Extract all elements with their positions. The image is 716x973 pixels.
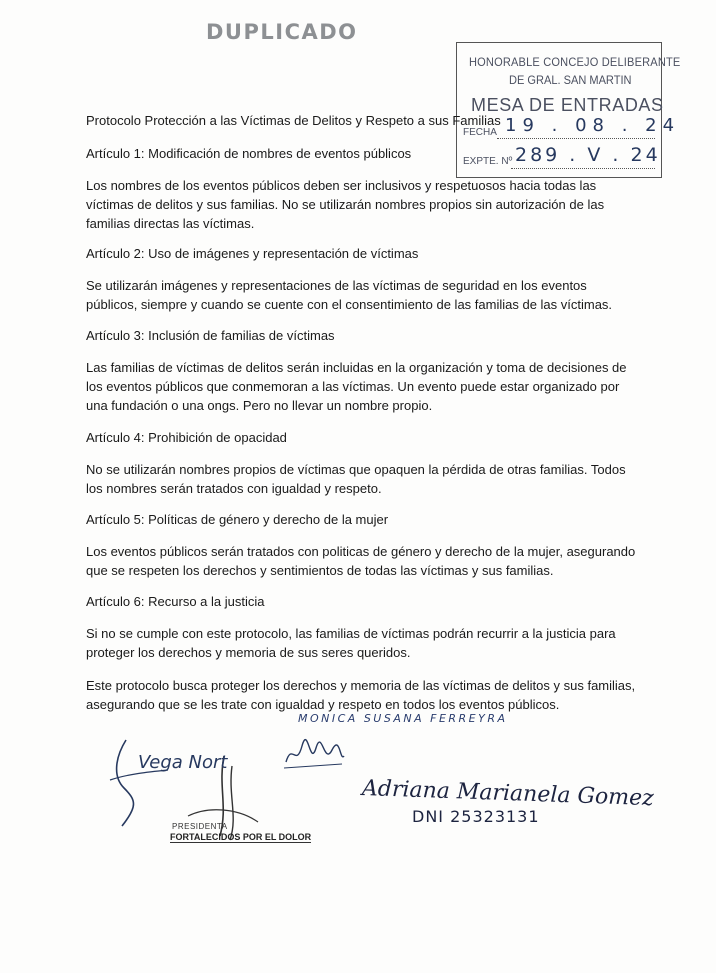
stamp-line-3: MESA DE ENTRADAS bbox=[471, 95, 664, 115]
article-2-body: Se utilizarán imágenes y representaciones de las víctimas de seguridad en los eventos públicos, siempre y cuando se cuente con el consentimiento de las familias de las víctimas. bbox=[86, 278, 613, 312]
document-title: Protocolo Protección a las Víctimas de Delitos y Respeto a sus Familias bbox=[86, 113, 501, 128]
stamp-fecha-value: 19 . 08 . 24 bbox=[505, 115, 681, 136]
stamp-fecha-label: FECHA bbox=[463, 127, 497, 138]
article-3-body: Las familias de víctimas de delitos serán incluidas en la organización y toma de decisiones de los eventos públicos que conmemoran a las víctimas. Un evento puede estar organizado por una fundación o una ongs. Pero no llevar un nombre propio. bbox=[86, 360, 627, 413]
closing-paragraph: Este protocolo busca proteger los derechos y memoria de las víctimas de delitos y sus familias, asegurando que se les trate con igualdad y respeto en todos los eventos públicos. bbox=[86, 678, 636, 712]
article-5-body: Los eventos públicos serán tratados con politicas de género y derecho de la mujer, asegurando que se respeten los derechos y sentimientos de todas las víctimas y sus familias. bbox=[86, 544, 636, 578]
article-3-heading: Artículo 3: Inclusión de familias de víctimas bbox=[86, 328, 335, 343]
article-4-heading: Artículo 4: Prohibición de opacidad bbox=[86, 430, 287, 445]
monica-signature bbox=[282, 738, 348, 774]
adriana-dni: DNI 25323131 bbox=[412, 807, 540, 826]
stamp-fecha-line bbox=[497, 137, 655, 139]
stamp-expte-label: EXPTE. Nº bbox=[463, 156, 513, 167]
adriana-signature: Adriana Marianela Gomez bbox=[361, 776, 655, 812]
organization-seal: FORTALECIDOS POR EL DOLOR bbox=[170, 832, 312, 842]
article-1-body: Los nombres de los eventos públicos deben ser inclusivos y respetuosos hacia todas las víctimas de delitos y sus familias. No se utilizarán nombres propios sin autorización de las familias directas las víctimas. bbox=[86, 178, 605, 231]
monica-name: MONICA SUSANA FERREYRA bbox=[298, 712, 508, 725]
stamp-expte-value: 289 . V . 24 bbox=[515, 144, 661, 166]
article-2-heading: Artículo 2: Uso de imágenes y representación de víctimas bbox=[86, 246, 419, 261]
vega-signature: Vega Nort bbox=[138, 752, 228, 773]
duplicate-mark: DUPLICADO bbox=[206, 20, 358, 44]
article-4-body: No se utilizarán nombres propios de víctimas que opaquen la pérdida de otras familias. Todos los nombres serán tratados con igualdad y respeto. bbox=[86, 462, 626, 496]
article-6-heading: Artículo 6: Recurso a la justicia bbox=[86, 594, 265, 609]
stamp-expte-line bbox=[511, 167, 655, 169]
article-5-heading: Artículo 5: Políticas de género y derecho de la mujer bbox=[86, 512, 389, 527]
article-6-body: Si no se cumple con este protocolo, las familias de víctimas podrán recurrir a la justicia para proteger los derechos y memoria de sus seres queridos. bbox=[86, 626, 616, 660]
stamp-line-2: DE GRAL. SAN MARTIN bbox=[509, 73, 632, 87]
stamp-line-1: HONORABLE CONCEJO DELIBERANTE bbox=[469, 55, 681, 69]
presidenta-label: PRESIDENTA bbox=[172, 822, 228, 831]
reception-stamp bbox=[456, 42, 681, 178]
article-1-heading: Artículo 1: Modificación de nombres de eventos públicos bbox=[86, 146, 412, 161]
